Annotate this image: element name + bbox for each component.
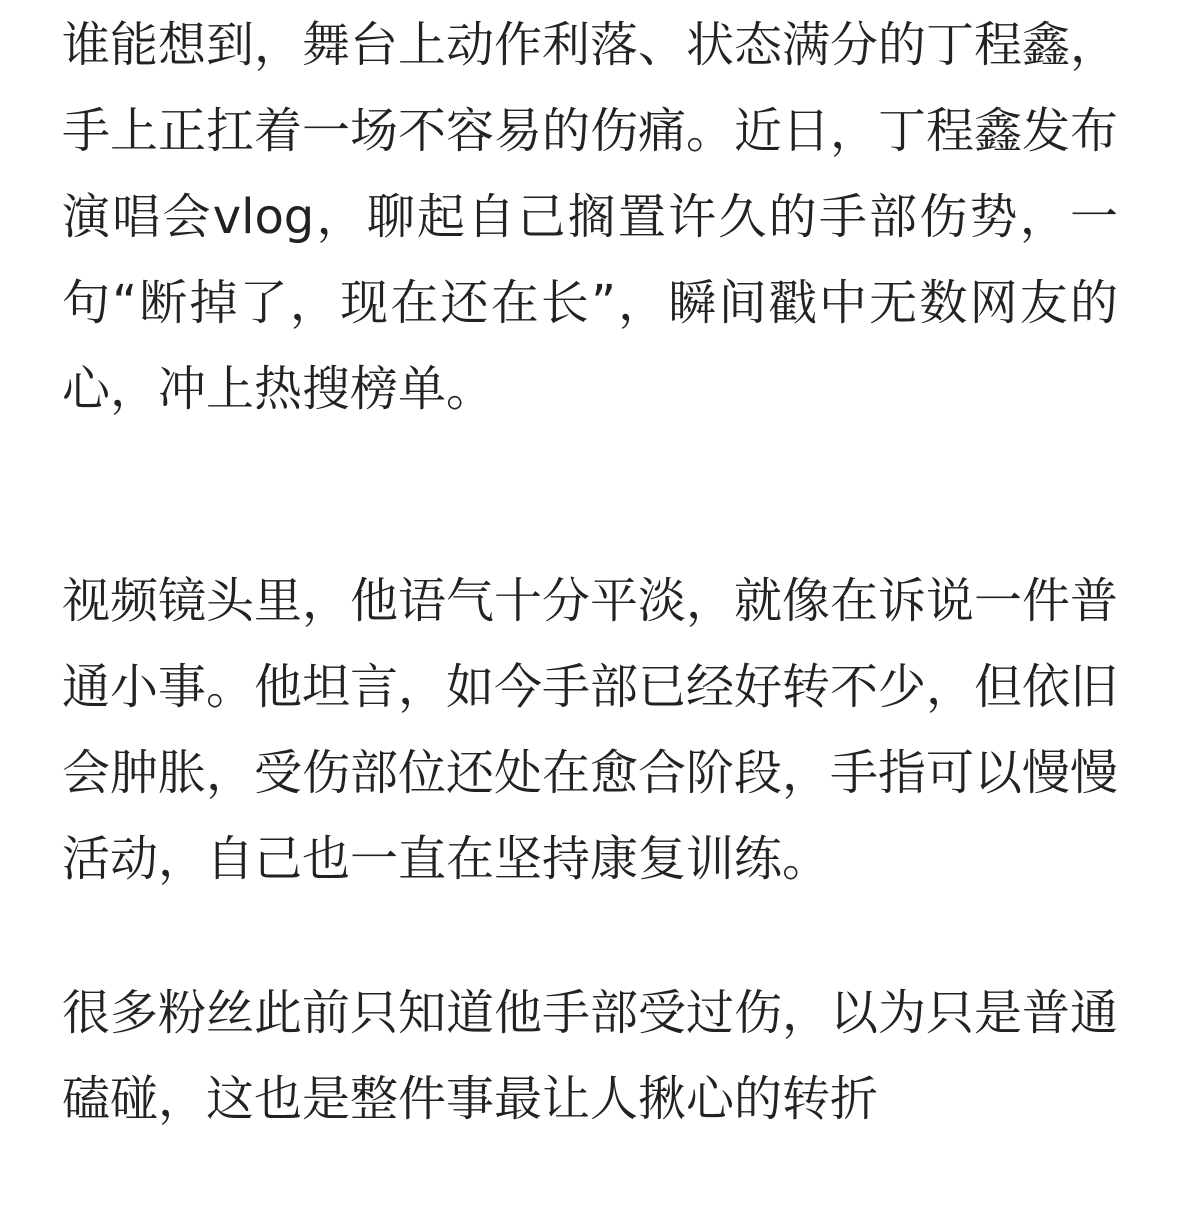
article-paragraph-3: 很多粉丝此前只知道他手部受过伤，以为只是普通磕碰，这也是整件事最让人揪心的转折 (62, 985, 1119, 1127)
article-paragraph-1: 谁能想到，舞台上动作利落、状态满分的丁程鑫，手上正扛着一场不容易的伤痛。近日，丁程鑫发布演唱会vlog，聊起自己搁置许久的手部伤势，一句“断掉了，现在还在长”，瞬间戳中无数网友的心，冲上热搜榜单。 (62, 17, 1119, 417)
article-body (62, 0, 1118, 1142)
article-paragraph-2: 视频镜头里，他语气十分平淡，就像在诉说一件普通小事。他坦言，如今手部已经好转不少，但依旧会肿胀，受伤部位还处在愈合阶段，手指可以慢慢活动，自己也一直在坚持康复训练。 (62, 573, 1119, 887)
